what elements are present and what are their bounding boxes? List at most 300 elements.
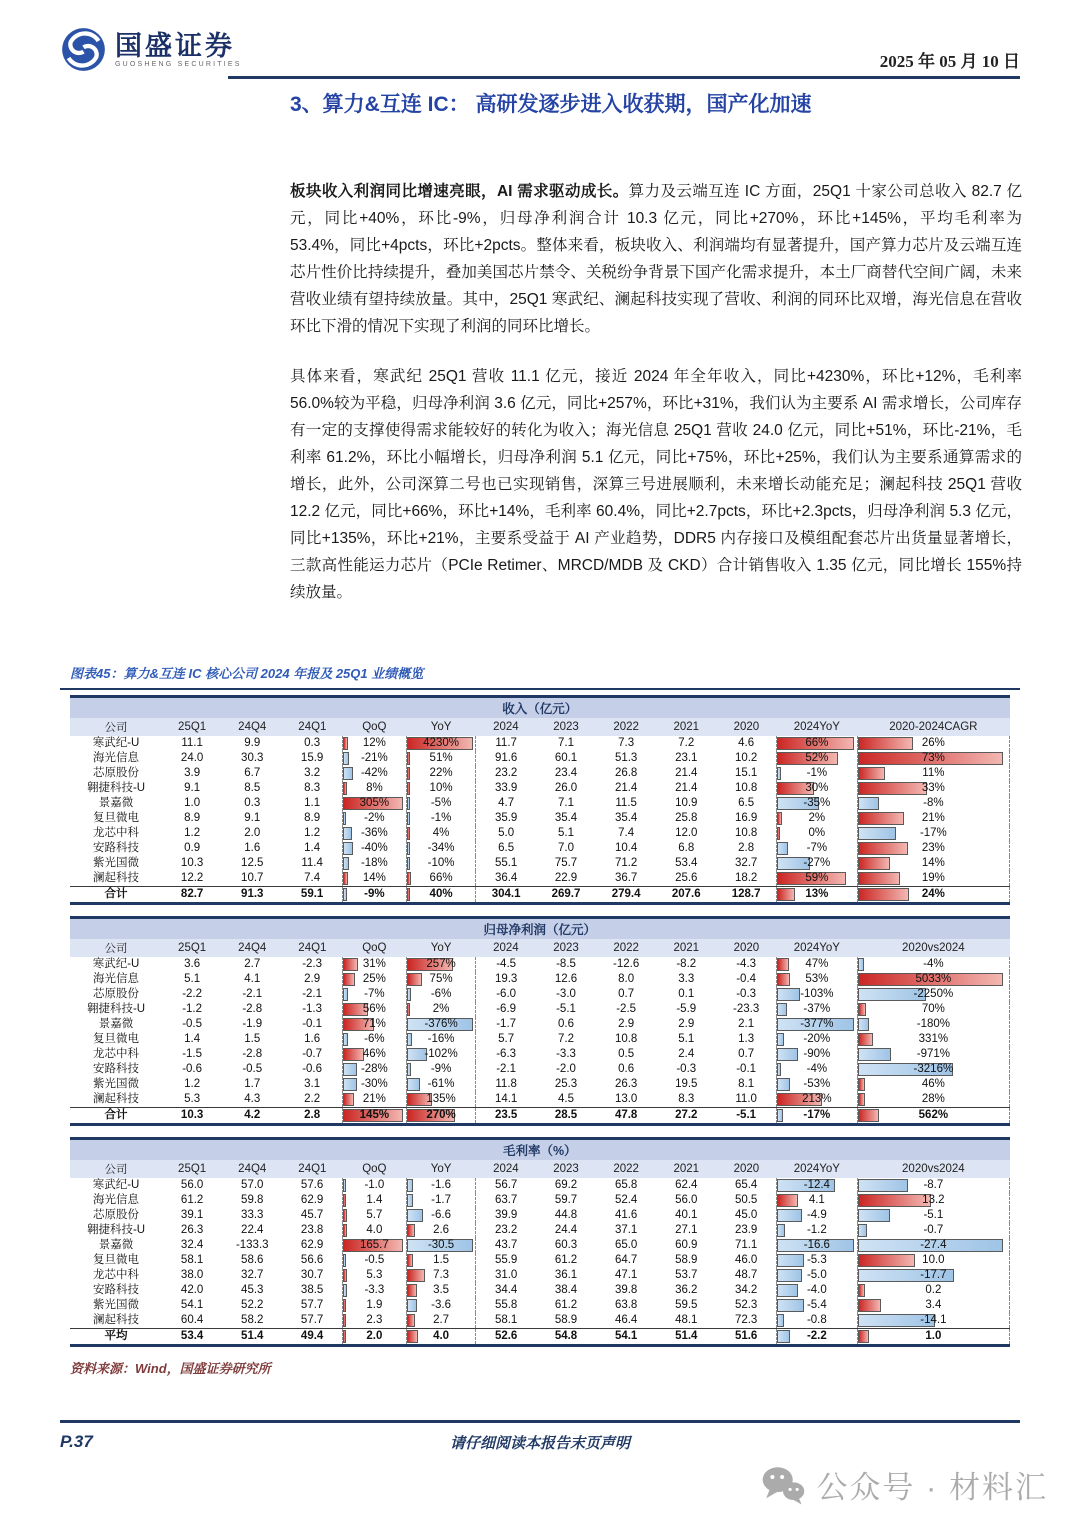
value-cell: 0.5 — [618, 1048, 635, 1060]
column-header: 2024 — [476, 718, 536, 736]
value-cell: 51.4 — [222, 1329, 282, 1346]
value-cell: -23.3 — [733, 1003, 760, 1015]
value-cell — [776, 1178, 857, 1193]
value-cell — [406, 957, 476, 972]
value-cell: -1.7 — [476, 1017, 536, 1032]
bar-value: -27.4 — [920, 1239, 947, 1251]
bar-cell — [777, 1108, 857, 1123]
value-cell: 7.2 — [678, 737, 695, 749]
table-row — [70, 811, 1010, 826]
value-cell — [776, 1032, 857, 1047]
value-cell: 8.3 — [678, 1093, 695, 1105]
value-cell — [406, 987, 476, 1002]
bar-cell — [777, 887, 857, 902]
value-cell — [406, 1329, 476, 1346]
value-cell: 60.9 — [675, 1239, 698, 1251]
bar-value: -376% — [424, 1018, 458, 1030]
value-cell: 4.6 — [738, 737, 755, 749]
value-cell: 4.2 — [222, 1108, 282, 1125]
bar-value: 5.3 — [366, 1269, 383, 1281]
value-cell: 23.5 — [476, 1108, 536, 1125]
column-header: 2024YoY — [776, 939, 857, 957]
bar-value: -102% — [424, 1048, 458, 1060]
company-cell: 澜起科技 — [93, 1093, 140, 1105]
table-row — [70, 957, 1010, 972]
value-cell: 0.7 — [618, 988, 635, 1000]
value-cell — [342, 826, 406, 841]
table-row — [70, 972, 1010, 987]
value-cell — [857, 1047, 1009, 1062]
value-cell — [776, 1017, 857, 1032]
value-cell: 53.4 — [162, 1329, 222, 1346]
table-row — [70, 1313, 1010, 1329]
bar-cell — [343, 1002, 406, 1017]
value-cell: 19.5 — [675, 1078, 698, 1090]
bar-value: 165.7 — [359, 1239, 389, 1251]
value-cell: 58.1 — [180, 1254, 204, 1266]
paragraph-1 — [290, 178, 1022, 340]
value-cell: -1.2 — [182, 1003, 203, 1015]
wechat-icon — [760, 1465, 806, 1505]
value-cell: -3.3 — [556, 1048, 576, 1060]
value-cell: -0.7 — [302, 1048, 323, 1060]
column-header: 2020vs2024 — [857, 939, 1009, 957]
bar-cell — [343, 1193, 406, 1208]
table-row — [70, 1178, 1010, 1193]
value-cell: 26.8 — [614, 767, 638, 779]
value-cell — [406, 766, 476, 781]
bar-cell — [858, 1108, 1009, 1123]
bar-value: -1.6 — [431, 1179, 451, 1191]
value-cell: 37.1 — [614, 1224, 638, 1236]
value-cell: 1.6 — [304, 1033, 321, 1045]
value-cell: 10.3 — [180, 857, 204, 869]
company-cell: 安路科技 — [93, 842, 140, 854]
bar-value: -5.3 — [806, 1254, 827, 1266]
value-cell: 51.4 — [656, 1329, 716, 1346]
table-row — [70, 1017, 1010, 1032]
column-header: 2022 — [596, 1160, 656, 1178]
bar-cell — [858, 1077, 1009, 1092]
bar-cell — [343, 1047, 406, 1062]
column-header: 2024 — [476, 1160, 536, 1178]
column-header: 25Q1 — [162, 718, 222, 736]
value-cell — [776, 957, 857, 972]
value-cell: 0.6 — [558, 1018, 575, 1030]
value-cell — [776, 1238, 857, 1253]
bar-value: 3.5 — [433, 1284, 450, 1296]
bar-value: -10% — [427, 857, 455, 869]
bar-value: -12.4 — [803, 1179, 830, 1191]
bar-cell — [858, 1283, 1009, 1298]
value-cell: 10.8 — [734, 782, 758, 794]
value-cell: 10.7 — [241, 872, 264, 884]
value-cell: 1.2 — [304, 827, 321, 839]
value-cell — [776, 1047, 857, 1062]
bar-cell — [777, 1032, 857, 1047]
value-cell: 38.5 — [300, 1284, 324, 1296]
bar-value: 135% — [426, 1093, 456, 1105]
value-cell — [857, 972, 1009, 987]
bar-value: 2% — [808, 812, 826, 824]
value-cell: 46.4 — [614, 1314, 638, 1326]
header-divider — [228, 76, 1020, 79]
bar-cell — [407, 796, 476, 811]
bar-cell — [407, 1208, 476, 1223]
value-cell: 12.5 — [241, 857, 264, 869]
value-cell: 15.9 — [300, 752, 324, 764]
value-cell — [406, 1193, 476, 1208]
bar-cell — [407, 1223, 476, 1238]
bar-value: 28% — [921, 1093, 945, 1105]
value-cell: 19.3 — [476, 972, 536, 987]
table-row — [70, 796, 1010, 811]
value-cell — [342, 811, 406, 826]
bar-cell — [858, 856, 1009, 871]
bar-value: -2250% — [913, 988, 954, 1000]
value-cell: -0.6 — [182, 1063, 203, 1075]
value-cell — [406, 871, 476, 887]
column-header: 2020 — [716, 718, 776, 736]
value-cell: 8.9 — [184, 812, 201, 824]
value-cell: 91.3 — [222, 887, 282, 904]
bar-cell — [343, 841, 406, 856]
value-cell: 35.4 — [554, 812, 578, 824]
table-row — [70, 1092, 1010, 1108]
value-cell: 28.5 — [536, 1108, 596, 1125]
bar-value: -0.7 — [923, 1224, 944, 1236]
bar-value: 8% — [366, 782, 383, 794]
value-cell — [342, 1047, 406, 1062]
value-cell — [857, 1032, 1009, 1047]
value-cell: 5.1 — [558, 827, 575, 839]
bar-cell — [407, 826, 476, 841]
bar-value: -21% — [360, 752, 388, 764]
value-cell: 14.1 — [476, 1092, 536, 1108]
value-cell: 26.0 — [554, 782, 578, 794]
company-cell: 景嘉微 — [98, 797, 134, 809]
value-cell: 34.4 — [476, 1283, 536, 1298]
bar-cell — [777, 811, 857, 826]
bar-cell — [777, 957, 857, 972]
bar-cell — [858, 887, 1009, 902]
bar-value: 47% — [805, 958, 829, 970]
table-row — [70, 887, 1010, 904]
value-cell: -6.3 — [476, 1047, 536, 1062]
value-cell — [342, 1208, 406, 1223]
bar-cell — [777, 1178, 857, 1193]
value-cell — [406, 1108, 476, 1125]
value-cell — [406, 1238, 476, 1253]
bar-cell — [407, 1092, 476, 1107]
table-row — [70, 766, 1010, 781]
company-cell: 寒武纪-U — [92, 958, 140, 970]
value-cell: -0.1 — [736, 1063, 757, 1075]
value-cell: 1.2 — [184, 1078, 201, 1090]
bar-value: 75% — [429, 973, 453, 985]
value-cell: 10.3 — [162, 1108, 222, 1125]
value-cell: 23.9 — [734, 1224, 758, 1236]
bar-value: 40% — [429, 888, 453, 900]
value-cell — [776, 987, 857, 1002]
bar-cell — [777, 1047, 857, 1062]
value-cell — [776, 1223, 857, 1238]
bar-cell — [777, 1208, 857, 1223]
value-cell — [342, 1283, 406, 1298]
company-cell: 安路科技 — [93, 1063, 140, 1075]
bar-cell — [343, 1178, 406, 1193]
value-cell: 58.9 — [554, 1314, 578, 1326]
bar-cell — [343, 1283, 406, 1298]
bar-value: -37% — [803, 1003, 831, 1015]
table-row — [70, 1238, 1010, 1253]
bar-value: 52% — [805, 752, 829, 764]
value-cell — [342, 871, 406, 887]
bar-value: 22% — [429, 767, 453, 779]
value-cell — [342, 1253, 406, 1268]
bar-value: 12% — [362, 737, 386, 749]
value-cell: 10.8 — [614, 1033, 638, 1045]
bar-cell — [777, 1238, 857, 1253]
column-header: 2023 — [536, 939, 596, 957]
value-cell: 40.1 — [675, 1209, 698, 1221]
bar-value: 21% — [921, 812, 945, 824]
value-cell: 10.4 — [614, 842, 638, 854]
value-cell: -4.5 — [476, 957, 536, 972]
value-cell: -5.1 — [556, 1003, 576, 1015]
table-title: 归母净利润（亿元） — [70, 918, 1010, 940]
column-header: 公司 — [70, 718, 162, 736]
value-cell: 2.8 — [738, 842, 755, 854]
value-cell — [406, 781, 476, 796]
column-header: 24Q1 — [282, 939, 342, 957]
value-cell — [857, 957, 1009, 972]
bar-cell — [777, 1017, 857, 1032]
value-cell: -0.4 — [736, 973, 757, 985]
bar-cell — [858, 1313, 1009, 1328]
bar-value: -36% — [360, 827, 388, 839]
bar-value: -0.8 — [806, 1314, 827, 1326]
bar-cell — [858, 1032, 1009, 1047]
company-cell: 翱捷科技-U — [86, 1224, 146, 1236]
value-cell — [857, 1108, 1009, 1125]
value-cell — [406, 751, 476, 766]
company-cell: 海光信息 — [93, 973, 140, 985]
value-cell: -6.9 — [476, 1002, 536, 1017]
table-row — [70, 1283, 1010, 1298]
bar-cell — [407, 1017, 476, 1032]
bar-cell — [858, 841, 1009, 856]
value-cell — [406, 972, 476, 987]
value-cell — [342, 1238, 406, 1253]
value-cell: 3.9 — [184, 767, 201, 779]
value-cell: 52.2 — [241, 1299, 264, 1311]
bar-value: 7.3 — [433, 1269, 450, 1281]
bar-cell — [343, 1108, 406, 1123]
table-row — [70, 841, 1010, 856]
bar-cell — [343, 1253, 406, 1268]
paragraph-1-lead: 板块收入利润同比增速亮眼，AI 需求驱动成长。 — [290, 183, 629, 200]
company-cell: 寒武纪-U — [92, 1179, 140, 1191]
value-cell: 36.7 — [614, 872, 638, 884]
bar-cell — [777, 1298, 857, 1313]
value-cell: 0.1 — [678, 988, 695, 1000]
value-cell — [342, 1329, 406, 1346]
value-cell: 8.3 — [304, 782, 321, 794]
value-cell: 51.3 — [614, 752, 638, 764]
bar-cell — [858, 957, 1009, 972]
value-cell — [776, 736, 857, 751]
value-cell — [342, 1108, 406, 1125]
bar-value: 305% — [359, 797, 390, 809]
bar-cell — [777, 841, 857, 856]
bar-cell — [777, 766, 857, 781]
value-cell: 52.4 — [614, 1194, 638, 1206]
bar-cell — [777, 1313, 857, 1328]
value-cell: 5.0 — [476, 826, 536, 841]
bar-cell — [343, 1208, 406, 1223]
value-cell — [776, 811, 857, 826]
value-cell: 60.1 — [554, 752, 578, 764]
value-cell — [406, 1017, 476, 1032]
bar-cell — [343, 1268, 406, 1283]
table-row — [70, 1223, 1010, 1238]
bar-value: -7% — [806, 842, 828, 854]
bar-value: -28% — [360, 1063, 388, 1075]
value-cell — [776, 1092, 857, 1108]
value-cell — [406, 1092, 476, 1108]
value-cell: 2.0 — [244, 827, 261, 839]
data-table-2 — [70, 916, 1010, 1126]
bar-cell — [777, 736, 857, 751]
value-cell: 55.1 — [476, 856, 536, 871]
bar-cell — [343, 751, 406, 766]
value-cell — [857, 1017, 1009, 1032]
value-cell: 0.6 — [618, 1063, 635, 1075]
value-cell: 11.0 — [735, 1093, 757, 1105]
value-cell: 8.0 — [618, 973, 635, 985]
bar-cell — [858, 1329, 1009, 1344]
value-cell: -5.1 — [716, 1108, 776, 1125]
column-header: 2020vs2024 — [857, 1160, 1009, 1178]
value-cell: 12.6 — [554, 973, 578, 985]
value-cell — [857, 1268, 1009, 1283]
bar-cell — [343, 811, 406, 826]
value-cell: -0.3 — [736, 988, 757, 1000]
value-cell: 48.1 — [675, 1314, 698, 1326]
column-header: 2022 — [596, 718, 656, 736]
column-header: 公司 — [70, 939, 162, 957]
value-cell: 56.0 — [180, 1179, 204, 1191]
table-row — [70, 1108, 1010, 1125]
value-cell: 62.4 — [675, 1179, 698, 1191]
value-cell — [857, 766, 1009, 781]
bar-value: 33% — [921, 782, 945, 794]
table-row — [70, 826, 1010, 841]
value-cell — [857, 871, 1009, 887]
value-cell: 58.2 — [241, 1314, 264, 1326]
value-cell: 12.2 — [180, 872, 204, 884]
value-cell: 26.3 — [614, 1078, 638, 1090]
value-cell: 45.3 — [241, 1284, 264, 1296]
table-row — [70, 1077, 1010, 1092]
bar-value: -6% — [430, 988, 452, 1000]
bar-cell — [777, 972, 857, 987]
value-cell: 18.2 — [734, 872, 758, 884]
bar-value: 2.6 — [433, 1224, 450, 1236]
value-cell — [342, 736, 406, 751]
value-cell: 42.0 — [180, 1284, 204, 1296]
bar-cell — [407, 1313, 476, 1328]
value-cell — [857, 1253, 1009, 1268]
bar-value: -16% — [427, 1033, 455, 1045]
bar-value: -5.1 — [923, 1209, 944, 1221]
bar-value: 59% — [805, 872, 829, 884]
value-cell — [342, 972, 406, 987]
value-cell: 6.8 — [678, 842, 695, 854]
value-cell: 7.4 — [304, 872, 321, 884]
value-cell — [406, 796, 476, 811]
value-cell — [776, 1062, 857, 1077]
value-cell — [776, 1283, 857, 1298]
value-cell: 25.6 — [675, 872, 698, 884]
value-cell: 61.2 — [554, 1254, 578, 1266]
table-row — [70, 871, 1010, 887]
bar-value: 46% — [362, 1048, 386, 1060]
value-cell — [342, 856, 406, 871]
bar-cell — [858, 1238, 1009, 1253]
value-cell: 56.7 — [476, 1178, 536, 1193]
bar-cell — [407, 871, 476, 886]
bar-cell — [858, 1208, 1009, 1223]
value-cell: 23.2 — [476, 1223, 536, 1238]
bar-value: -4% — [806, 1063, 828, 1075]
value-cell: 7.0 — [558, 842, 575, 854]
value-cell — [776, 826, 857, 841]
value-cell: 47.8 — [596, 1108, 656, 1125]
company-cell: 紫光国微 — [93, 1078, 140, 1090]
bar-cell — [343, 1223, 406, 1238]
value-cell: 1.3 — [738, 1033, 755, 1045]
value-cell: 63.8 — [614, 1299, 638, 1311]
bar-cell — [343, 766, 406, 781]
value-cell — [776, 1268, 857, 1283]
value-cell: 38.4 — [554, 1284, 578, 1296]
value-cell — [776, 841, 857, 856]
value-cell: 1.5 — [244, 1033, 261, 1045]
bar-cell — [858, 1178, 1009, 1193]
table-row — [70, 1253, 1010, 1268]
value-cell: 5.1 — [678, 1033, 695, 1045]
value-cell — [342, 987, 406, 1002]
value-cell: 3.2 — [304, 767, 321, 779]
bar-cell — [343, 1238, 406, 1253]
value-cell: 6.5 — [738, 797, 755, 809]
value-cell: 54.8 — [536, 1329, 596, 1346]
value-cell: 8.1 — [738, 1078, 755, 1090]
company-cell: 安路科技 — [93, 1284, 140, 1296]
value-cell: 35.9 — [476, 811, 536, 826]
bar-cell — [343, 1032, 406, 1047]
value-cell: 39.8 — [614, 1284, 638, 1296]
value-cell: -3.0 — [556, 988, 576, 1000]
figure-caption: 图表45：算力&互连 IC 核心公司 2024 年报及 25Q1 业绩概览 — [70, 666, 424, 681]
value-cell — [406, 1077, 476, 1092]
bar-cell — [858, 811, 1009, 826]
value-cell: 8.5 — [244, 782, 261, 794]
bar-value: 4.0 — [366, 1224, 383, 1236]
company-cell: 景嘉微 — [98, 1018, 134, 1030]
